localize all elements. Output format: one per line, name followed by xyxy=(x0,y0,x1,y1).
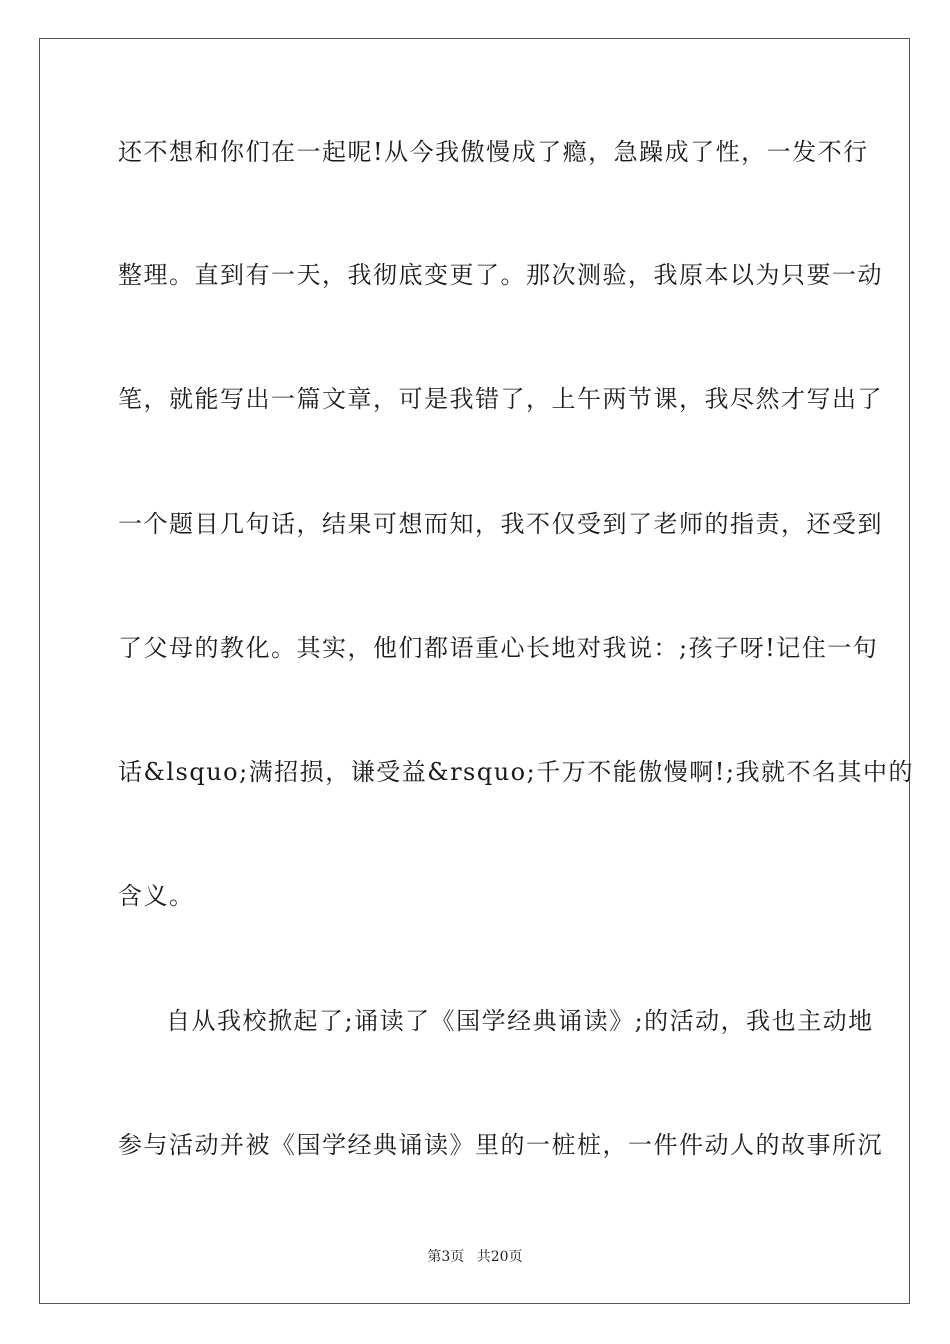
page-total: 共20页 xyxy=(476,1249,523,1265)
text-line: 含义。 xyxy=(118,882,195,910)
text-line: 参与活动并被《国学经典诵读》里的一桩桩，一件件动人的故事所沉 xyxy=(118,1131,883,1159)
text-line: 话&lsquo;满招损，谦受益&rsquo;千万不能傲慢啊!;我就不名其中的 xyxy=(118,758,914,786)
text-line: 整理。直到有一天，我彻底变更了。那次测验，我原本以为只要一动 xyxy=(118,261,883,289)
text-line: 了父母的教化。其实，他们都语重心长地对我说：;孩子呀!记住一句 xyxy=(118,634,879,662)
page-frame xyxy=(39,38,914,1304)
page-footer xyxy=(0,1248,950,1266)
page-number: 第3页 xyxy=(427,1249,465,1265)
text-line: 笔，就能写出一篇文章，可是我错了，上午两节课，我尽然才写出了 xyxy=(118,385,883,413)
text-line: 还不想和你们在一起呢!从今我傲慢成了瘾，急躁成了性，一发不行 xyxy=(118,138,869,166)
text-line: 一个题目几句话，结果可想而知，我不仅受到了老师的指责，还受到 xyxy=(118,510,883,538)
paragraph-first-line: 自从我校掀起了;诵读了《国学经典诵读》;的活动，我也主动地 xyxy=(166,1007,874,1035)
